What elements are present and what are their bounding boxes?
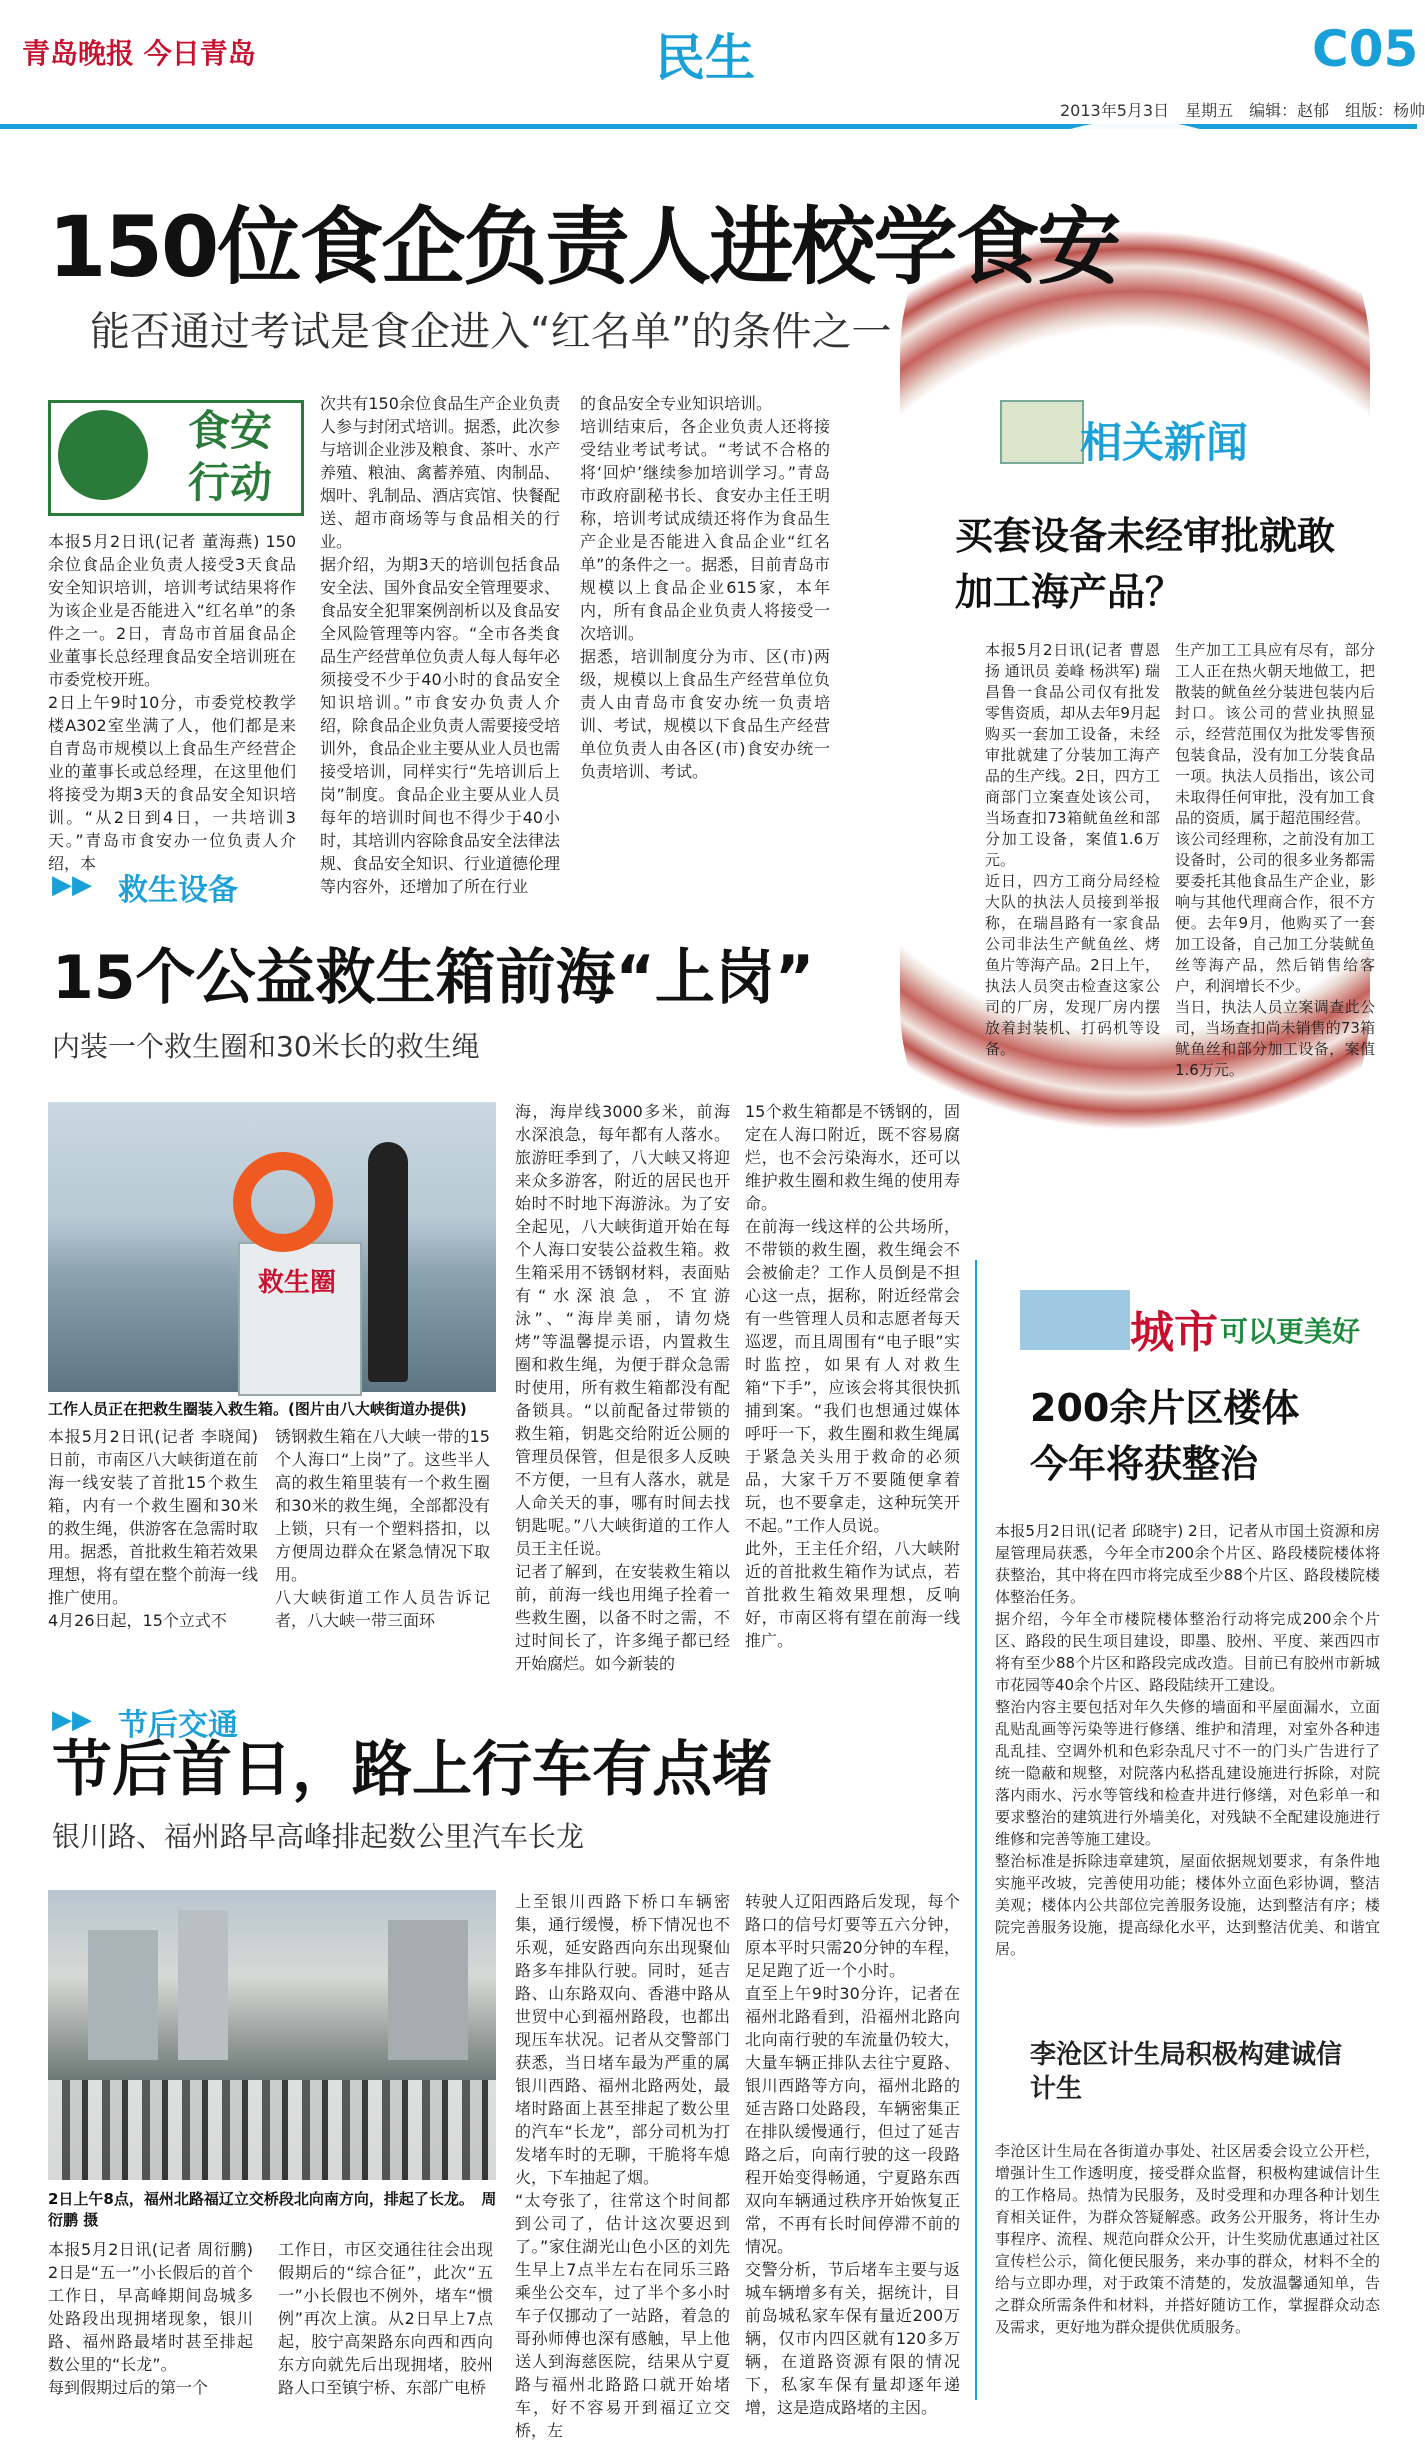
- rescue-headline: 15个公益救生箱前海“上岗”: [52, 943, 815, 1013]
- related-column-1: 本报5月2日讯(记者 曹恩扬 通讯员 姜峰 杨洪军) 瑞昌鲁一食品公司仅有批发零售资质，却从去年9月起购买一套加工设备，未经审批就建了分装加工海产品的生产线。2日，四方工商部门立案查处该公司，当场查扣73箱鱿鱼丝和部分加工设备，案值1.6万元。 近日，四方工商分局经检大队的执法人员接到举报称，在瑞昌路有一家食品公司非法生产鱿鱼丝、烤鱼片等海产品。2日上午，执法人员突击检查这家公司的厂房，发现厂房内摆放着封装机、打码机等设备。: [985, 641, 1160, 1058]
- traffic-category: 节后交通: [118, 1708, 238, 1743]
- lead-column-3: 的食品安全专业知识培训。 培训结束后，各企业负责人还将接受结业考试考试。“考试不合格的将‘回炉’继续参加培训学习。”青岛市政府副秘书长、食安办主任王明称，培训考试成绩还将作为食品生产企业是否能进入食品企业“红名单”的条件之一。据悉，目前青岛市规模以上食品企业615家，本年内，所有食品企业负责人将接受一次培训。 据悉，培训制度分为市、区(市)两级，规模以上食品生产经营单位负责人由青岛市食安办统一负责培训、考试，规模以下食品生产经营单位负责人由各区(市)食安办统一负责培训、考试。: [580, 394, 830, 781]
- building-shape: [178, 1910, 228, 2060]
- column-divider: [975, 1260, 977, 2400]
- rescue-photo: [48, 1102, 496, 1392]
- city-body: 本报5月2日讯(记者 邱晓宇) 2日，记者从市国土资源和房屋管理局获悉，今年全市200余个片区、路段楼院楼体将获整治，其中将在四市将完成至少88个片区、路段楼院楼体整治任务。 据介绍，今年全市楼院楼体整治行动将完成200余个片区、路段的民生项目建设，即墨、胶州、平度、莱西四市将有至少88个片区和路段完成改造。目前已有胶州市新城市花园等40余个片区、路段陆续开工建设。 整治内容主要包括对年久失修的墙面和平屋面漏水，立面乱贴乱画等污染等进行修缮、维护和清理，对室外各种违乱乱挂、空调外机和色彩杂乱尺寸不一的门头广告进行了统一隐蔽和规整，对院落内私搭乱建设施进行拆除，对院落内雨水、污水等管线和检查井进行修缮，对色彩单一和要求整治的建筑进行外墙美化，对残缺不全配建设施进行维修和完善等施工建设。 整治标准是拆除违章建筑，屋面依据规划要求，有条件地实施平改坡，完善使用功能；楼体外立面色彩协调，整洁美观；楼体内公共部位完善服务设施，达到整洁有序；楼院完善服务设施，提高绿化水平，达到整洁优美、和谐宜居。: [995, 1522, 1380, 1958]
- lead-headline: 150位食企负责人进校学食安: [48, 198, 1120, 296]
- bureau-body: 李沧区计生局在各街道办事处、社区居委会设立公开栏，增强计生工作透明度，接受群众监督，积极构建诚信计生的工作格局。热情为民服务，及时受理和办理各种计划生育相关证件，为群众答疑解惑。政务公开服务，将计生办事程序、流程、规范向群众公开，计生奖励优惠通过社区宣传栏公示，简化便民服务，来办事的群众，材料不全的给与立即办理，对于政策不清楚的，发放温馨通知单，告之群众所需条件和材料，并搭好随访工作，掌握群众动态及需求，更好地为群众提供优质服务。: [995, 2142, 1380, 2336]
- food-safety-emblem-icon: [58, 410, 148, 500]
- rescue-category: 救生设备: [118, 873, 238, 908]
- rescue-subhead: 内装一个救生圈和30米长的救生绳: [52, 1030, 480, 1063]
- top-divider: [0, 124, 1417, 129]
- related-headline: 买套设备未经审批就敢加工海产品？: [955, 514, 1336, 614]
- life-ring-icon: [233, 1152, 333, 1252]
- traffic-headline: 节后首日，路上行车有点堵: [52, 1735, 772, 1805]
- building-shape: [88, 1930, 158, 2060]
- city-slogan: 可以更美好: [1220, 1315, 1361, 1348]
- traffic-photo-caption: 2日上午8点，福州北路福辽立交桥段北向南方向，排起了长龙。 周衍鹏 摄: [48, 2190, 497, 2229]
- city-label: 城市: [1130, 1307, 1218, 1358]
- lead-column-2: 次共有150余位食品生产企业负责人参与封闭式培训。据悉，此次参与培训企业涉及粮食、茶叶、水产养殖、粮油、禽蓄养殖、肉制品、烟叶、乳制品、酒店宾馆、快餐配送、超市商场等与食品相关的行业。 据介绍，为期3天的培训包括食品安全法、国外食品安全管理要求、食品安全犯罪案例剖析以及食品安全风险管理等内容。“全市各类食品生产经营单位负责人每人每年必须接受不少于40小时的食品安全知识培训。”市食安办负责人介绍，除食品企业负责人需要接受培训外，食品企业主要从业人员也需接受培训，同样实行“先培训后上岗”制度。食品企业主要从业人员每年的培训时间也不得少于40小时，其培训内容除食品安全法律法规、食品安全知识、行业道德伦理等内容外，还增加了所在行业: [320, 394, 561, 896]
- rescue-photo-caption: 工作人员正在把救生圈装入救生箱。(图片由八大峡街道办提供): [48, 1400, 467, 1418]
- rescue-column-3: 海，海岸线3000多米，前海水深浪急，每年都有人落水。旅游旺季到了，八大峡又将迎来众多游客，附近的居民也开始时不时地下海游泳。为了安全起见，八大峡街道开始在每个人海口安装公益救生箱。救生箱采用不锈钢材料，表面贴有“水深浪急，不宜游泳”、“海岸美丽，请勿烧烤”等温馨提示语，内置救生圈和救生绳，为便于群众急需时使用，所有救生箱都没有配备锁具。“以前配备过带锁的救生箱，钥匙交给附近公厕的管理员保管，但是很多人反映不方便，一旦有人落水，就是人命关天的事，哪有时间去找钥匙呢。”八大峡街道的工作人员王主任说。 记者了解到，在安装救生箱以前，前海一线也用绳子拴着一些救生圈，以备不时之需，不过时间长了，许多绳子都已经开始腐烂。如今新装的: [515, 1102, 730, 1673]
- traffic-column-2: 工作日，市区交通往往会出现假期后的“综合征”，此次“五一”小长假也不例外，堵车“惯例”再次上演。从2日早上7点起，胶宁高架路东向西和西向东方向就先后出现拥堵，胶州路人口至镇宁桥、东部广电桥: [278, 2240, 493, 2397]
- traffic-jam-cars: [48, 2080, 496, 2180]
- category-arrow-icon: ▶▶: [52, 870, 92, 900]
- lead-column-1: 本报5月2日讯(记者 董海燕) 150余位食品企业负责人接受3天食品安全知识培训，培训考试结果将作为该企业是否能进入“红名单”的条件之一。2日，青岛市首届食品企业董事长总经理食品安全培训班在市委党校开班。 2日上午9时10分，市委党校教学楼A302室坐满了人，他们都是来自青岛市规模以上食品生产经营企业的董事长或总经理，在这里他们将接受为期3天的食品安全知识培训。“从2日到4日，一共培训3天。”青岛市食安办一位负责人介绍，本: [48, 532, 296, 873]
- newspaper-logo: 青岛晚报 今日青岛: [22, 37, 256, 70]
- rescue-column-2: 锈钢救生箱在八大峡一带的15个人海口“上岗”了。这些半人高的救生箱里装有一个救生圈和30米的救生绳，全部都没有上锁，只有一个塑料搭扣，以方便周边群众在紧急情况下取用。 八大峡街道工作人员告诉记者，八大峡一带三面环: [275, 1427, 490, 1630]
- traffic-subhead: 银川路、福州路早高峰排起数公里汽车长龙: [52, 1820, 585, 1853]
- city-skyline-icon: [1020, 1290, 1130, 1350]
- category-arrow-icon: ▶▶: [52, 1705, 92, 1735]
- bureau-headline: 李沧区计生局积极构建诚信计生: [1030, 2040, 1343, 2104]
- traffic-column-3: 上至银川西路下桥口车辆密集，通行缓慢，桥下情况也不乐观，延安路西向东出现聚仙路多车排队行驶。同时，延吉路、山东路双向、香港中路从世贸中心到福州路段，也都出现压车状况。记者从交警部门获悉，当日堵车最为严重的属银川西路、福州北路两处，最堵时路面上甚至排起了数公里的汽车“长龙”，部分司机为打发堵车时的无聊，干脆将车熄火，下车抽起了烟。 “太夸张了，往常这个时间都到公司了，估计这次要迟到了。”家住湖光山色小区的刘先生早上7点半左右在同乐三路乘坐公交车，过了半个多小时车子仅挪动了一站路，着急的哥孙师傅也深有感触，早上他送人到海慈医院，结果从宁夏路与福州北路路口就开始堵车，好不容易开到福辽立交桥，左: [515, 1892, 730, 2440]
- traffic-column-4: 转驶人辽阳西路后发现，每个路口的信号灯要等五六分钟，原本平时只需20分钟的车程，足足跑了近一个小时。 直至上午9时30分许，记者在福州北路看到，沿福州北路向北向南行驶的车流量仍较大，大量车辆正排队去往宁夏路、银川西路等方向，福州北路的延吉路口处路段，车辆密集正在排队缓慢通行，但过了延吉路之后，向南行驶的这一段路程开始变得畅通，宁夏路东西双向车辆通过秩序开始恢复正常，不再有长时间停滞不前的情况。 交警分析，节后堵车主要与返城车辆增多有关，据统计，目前岛城私家车保有量近200万辆，仅市内四区就有120多万辆，在道路资源有限的情况下，私家车保有量却逐年递增，这是造成路堵的主因。: [745, 1892, 960, 2417]
- related-news-label: 相关新闻: [1080, 418, 1249, 467]
- page-number: C05: [1312, 20, 1419, 78]
- section-tag: 民生: [655, 29, 755, 87]
- worker-figure: [368, 1142, 408, 1382]
- city-headline: 200余片区楼体今年将获整治: [1030, 1386, 1300, 1486]
- food-safety-logo-text: 食安行动: [187, 406, 272, 507]
- dateline: 2013年5月3日 星期五 编辑：赵郁 组版：杨帅: [1060, 101, 1425, 120]
- rescue-box-sign: 救生圈: [258, 1268, 337, 1298]
- related-column-2: 生产加工工具应有尽有，部分工人正在热火朝天地做工，把散装的鱿鱼丝分装进包装内后封口。该公司的营业执照显示，经营范围仅为批发零售预包装食品，没有加工分装食品一项。执法人员指出，该公司未取得任何审批，没有加工食品的资质，属于超范围经营。 该公司经理称，之前没有加工设备时，公司的很多业务都需要委托其他食品生产企业，影响与其他代理商合作，很不方便。去年9月，他购买了一套加工设备，自己加工分装鱿鱼丝等海产品，然后销售给客户，利润增长不少。 当日，执法人员立案调查此公司，当场查扣尚未销售的73箱鱿鱼丝和部分加工设备，案值1.6万元。: [1175, 641, 1375, 1079]
- rescue-column-1: 本报5月2日讯(记者 李晓闻) 日前，市南区八大峡街道在前海一线安装了首批15个救生箱，内有一个救生圈和30米的救生绳，供游客在急需时取用。据悉，首批救生箱若效果理想，将有望在整个前海一线推广使用。 4月26日起，15个立式不: [48, 1427, 258, 1630]
- building-shape: [388, 1920, 468, 2060]
- traffic-photo: [48, 1890, 496, 2180]
- traffic-column-1: 本报5月2日讯(记者 周衍鹏) 2日是“五一”小长假后的首个工作日，早高峰期间岛城多处路段出现拥堵现象，银川路、福州路最堵时甚至排起数公里的“长龙”。 每到假期过后的第一个: [48, 2240, 253, 2397]
- rescue-column-4: 15个救生箱都是不锈钢的，固定在人海口附近，既不容易腐烂，也不会污染海水，还可以维护救生圈和救生绳的使用寿命。 在前海一线这样的公共场所，不带锁的救生圈，救生绳会不会被偷走？工作人员倒是不担心这一点，据称，附近经常会有一些管理人员和志愿者每天巡逻，而且周围有“电子眼”实时监控，如果有人对救生箱“下手”，应该会将其很快抓捕到案。“我们也想通过媒体呼吁一下，救生圈和救生绳属于紧急关头用于救命的必须品，大家千万不要随便拿着玩，也不要拿走，这种玩笑开不起。”工作人员说。 此外，王主任介绍，八大峡附近的首批救生箱作为试点，若首批救生箱效果理想，反响好，市南区将有望在前海一线推广。: [745, 1102, 960, 1650]
- news-pad-icon: [1000, 400, 1084, 464]
- lead-subhead: 能否通过考试是食企进入“红名单”的条件之一: [90, 309, 892, 355]
